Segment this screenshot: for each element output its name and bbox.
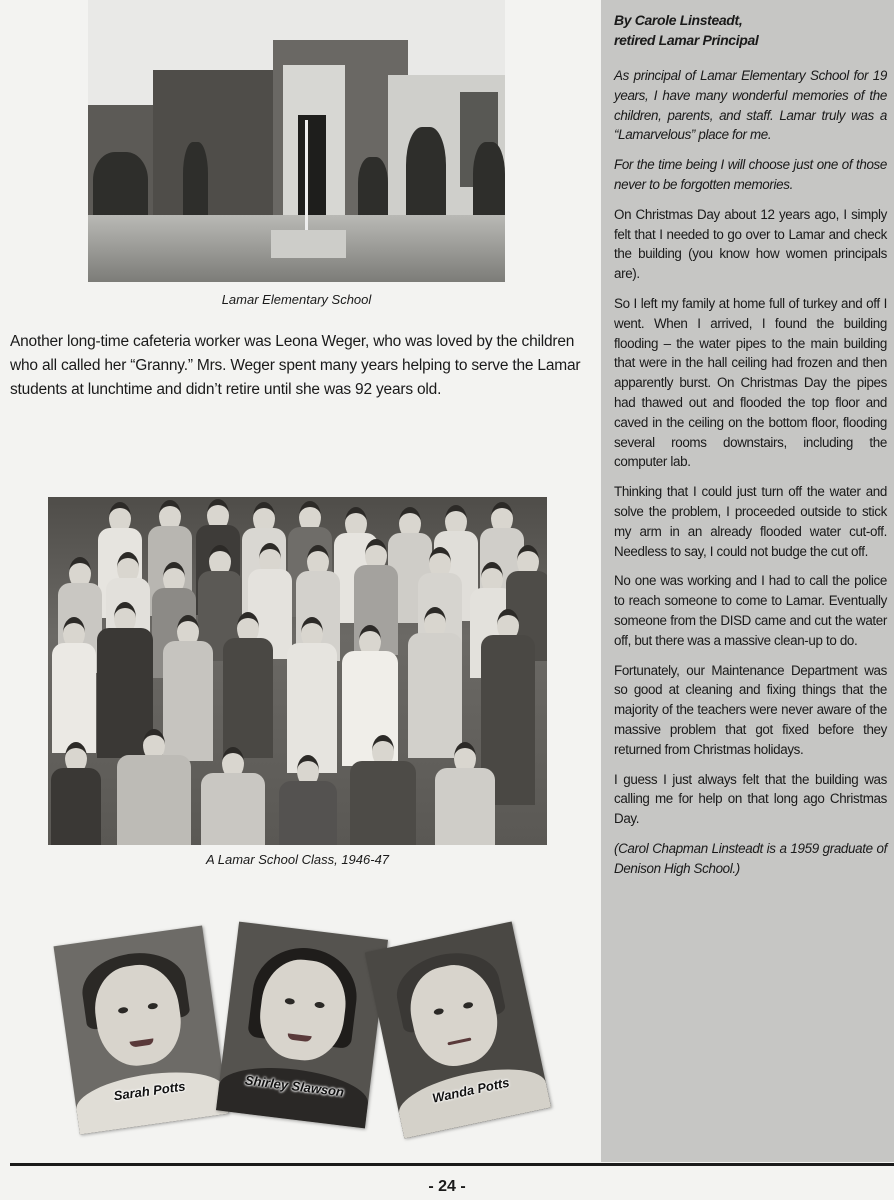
portrait-name-label: Shirley Slawson [244, 1072, 345, 1100]
sidebar-paragraph: I guess I just always felt that the building was calling me for help on that long ago Christmas Day. [614, 771, 887, 827]
sidebar-paragraph: So I left my family at home full of turkey and off I went. When I arrived, I found the building flooding – the water pipes to the main building that were in the hall ceiling had frozen and then apparently burst. On Christmas Day the pipes had thawed out and flooded the top floor and caved in the ceiling on the bottom floor, flooding several rooms downstairs, including the computer lab. [614, 295, 887, 470]
building-caption: Lamar Elementary School [221, 292, 372, 307]
footer-rule [10, 1163, 894, 1166]
sidebar-paragraph: Fortunately, our Maintenance Department was so good at cleaning and fixing things that the majority of the teachers were never aware of the massive problem that got fixed before they returned from Christmas holidays. [614, 662, 887, 757]
portrait-name-label: Wanda Potts [430, 1074, 511, 1106]
byline-role: retired Lamar Principal [614, 32, 759, 48]
portrait-wanda-potts [365, 921, 551, 1138]
portrait-sarah-potts [54, 925, 229, 1134]
article-paragraph: Another long-time cafeteria worker was Leona Weger, who was loved by the children who all called her “Granny.” Mrs. Weger spent many years helping to serve the Lamar students at lunchtime and didn’t retire until she was 92 years old. [10, 333, 581, 398]
sidebar-paragraph: Thinking that I could just turn off the water and solve the problem, I proceeded outside to stick my arm in an already flooded water cut-off. Needless to say, I could not budge the cut off. [614, 484, 887, 559]
school-building-photo [88, 0, 505, 282]
portrait-shirley-slawson [216, 922, 388, 1129]
sidebar-author-note: (Carol Chapman Linsteadt is a 1959 graduate of Denison High School.) [614, 840, 887, 876]
sidebar-paragraph: As principal of Lamar Elementary School for 19 years, I have many wonderful memories of the children, parents, and staff. Lamar truly was a “Lamarvelous” place for me. [614, 68, 887, 143]
sidebar-paragraph: On Christmas Day about 12 years ago, I simply felt that I needed to go over to Lamar and check the building (you know how women principals are). [614, 206, 887, 282]
sidebar-paragraph: No one was working and I had to call the police to reach someone to come to Lamar. Eventually someone from the DISD came and cut the water off, but there was a massive clean-up to do. [614, 573, 887, 648]
portrait-name-label: Sarah Potts [112, 1078, 187, 1104]
sidebar-paragraph: For the time being I will choose just one of those never to be forgotten memories. [614, 157, 887, 192]
sidebar-byline [614, 10, 887, 50]
class-photo-caption: A Lamar School Class, 1946-47 [205, 852, 390, 867]
byline-author: By Carole Linsteadt, [614, 12, 743, 28]
class-photo [48, 497, 547, 845]
sidebar-article [601, 0, 894, 1162]
page-number: - 24 - [428, 1178, 466, 1195]
